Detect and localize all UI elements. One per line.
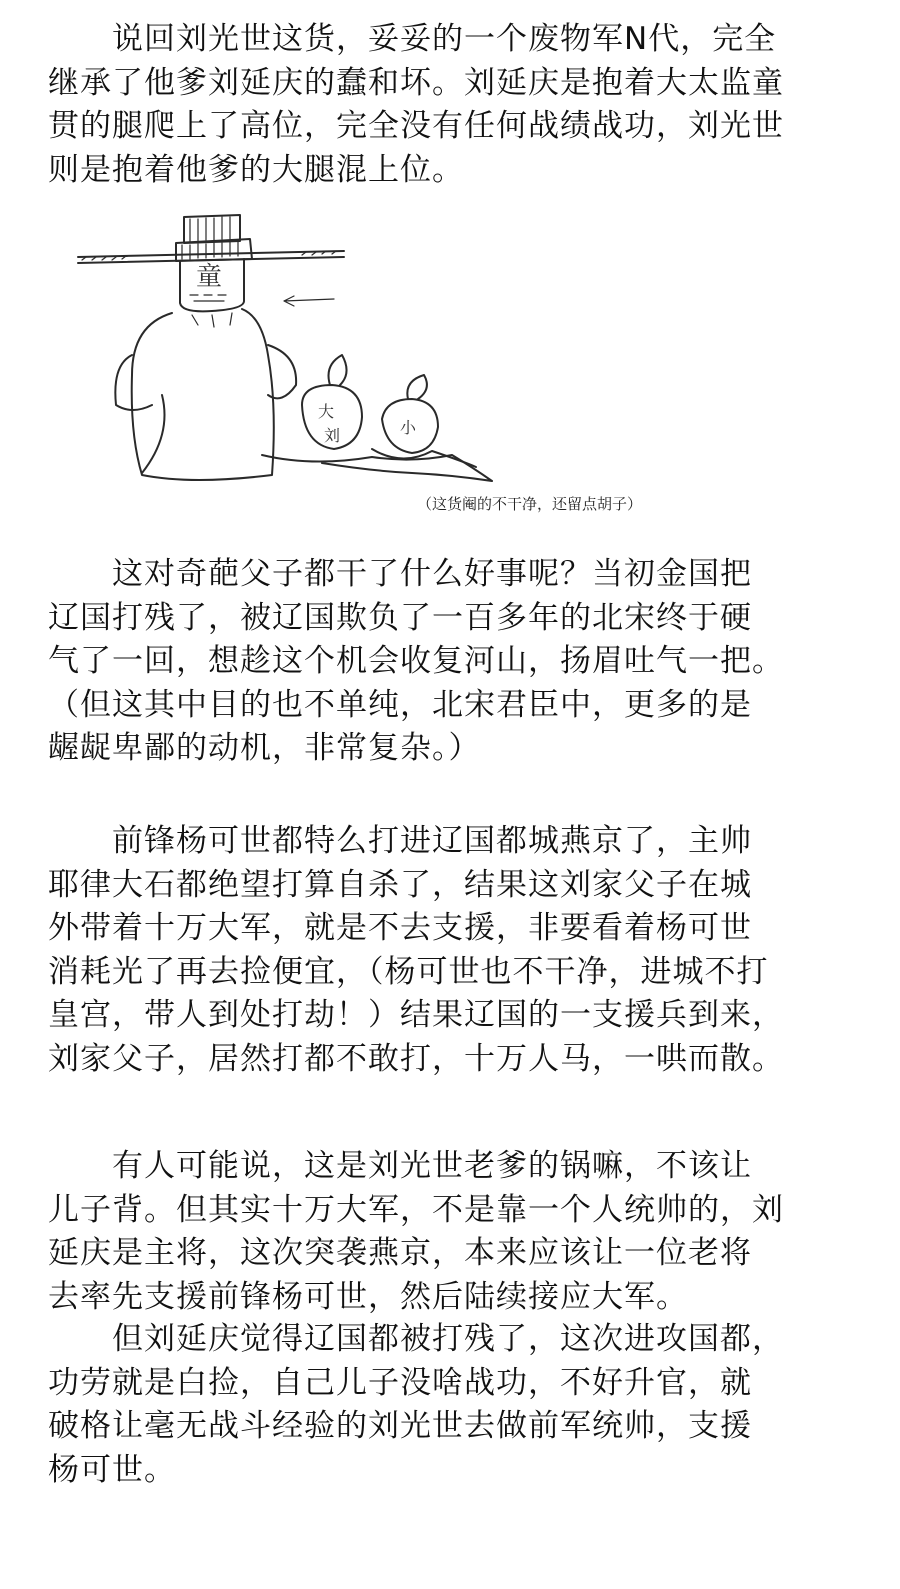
- text-line: 说回刘光世这货，妥妥的一个废物军N代，完全: [112, 21, 777, 57]
- text-line: 继承了他爹刘延庆的蠢和坏。刘延庆是抱着大太监童: [48, 64, 784, 101]
- paragraph-intro: [48, 18, 868, 192]
- fish-label-small: 小: [400, 418, 417, 437]
- fish-label-top: 大: [318, 402, 335, 421]
- text-line: 功劳就是白捡，自己儿子没啥战功，不好升官，就: [48, 1364, 752, 1401]
- body: [132, 309, 274, 480]
- fish-label-bottom: 刘: [324, 426, 341, 445]
- text-line: 杨可世。: [48, 1451, 176, 1488]
- text-line: 去率先支援前锋杨可世，然后陆续接应大军。: [48, 1278, 688, 1315]
- paragraph-question: [48, 553, 868, 771]
- paragraph-yanjing: [48, 820, 868, 1081]
- sketch-annotation: （这货阉的不干净，还留点胡子）: [417, 495, 643, 513]
- text-line: 辽国打残了，被辽国欺负了一百多年的北宋终于硬: [48, 599, 752, 636]
- paragraph-promotion: [48, 1318, 868, 1492]
- text-line: 则是抱着他爹的大腿混上位。: [48, 151, 464, 188]
- text-line: 延庆是主将，这次突袭燕京，本来应该让一位老将: [48, 1235, 752, 1271]
- text-line: 破格让毫无战斗经验的刘光世去做前军统帅，支援: [48, 1408, 752, 1444]
- text-line: 外带着十万大军，就是不去支援，非要看着杨可世: [48, 910, 752, 946]
- paragraph-blame: [48, 1145, 868, 1319]
- cartoon-drawing: [72, 205, 632, 500]
- text-line: 消耗光了再去捡便宜，（杨可世也不干净，进城不打: [48, 953, 769, 990]
- text-line: （但这其中目的也不单纯，北宋君臣中，更多的是: [48, 686, 752, 723]
- text-line: 贯的腿爬上了高位，完全没有任何战绩战功，刘光世: [48, 108, 784, 144]
- text-line: 龌龊卑鄙的动机，非常复杂。）: [48, 730, 481, 766]
- hat-crown: [184, 215, 240, 243]
- face-label: 童: [196, 262, 223, 292]
- cartoon-illustration: [72, 205, 643, 513]
- arrow-icon: [284, 296, 334, 306]
- text-line: 刘家父子，居然打都不敢打，十万人马，一哄而散。: [48, 1040, 784, 1077]
- text-line: 但刘延庆觉得辽国都被打残了，这次进攻国都，: [112, 1321, 784, 1357]
- text-line: 有人可能说，这是刘光世老爹的锅嘛，不该让: [112, 1148, 752, 1184]
- text-line: 儿子背。但其实十万大军，不是靠一个人统帅的，刘: [48, 1191, 784, 1228]
- text-line: 皇宫，带人到处打劫！）结果辽国的一支援兵到来，: [48, 997, 784, 1033]
- text-line: 这对奇葩父子都干了什么好事呢？当初金国把: [112, 556, 752, 592]
- text-line: 耶律大石都绝望打算自杀了，结果这刘家父子在城: [48, 866, 752, 903]
- text-line: 前锋杨可世都特么打进辽国都城燕京了，主帅: [112, 823, 752, 859]
- text-line: 气了一回，想趁这个机会收复河山，扬眉吐气一把。: [48, 643, 784, 679]
